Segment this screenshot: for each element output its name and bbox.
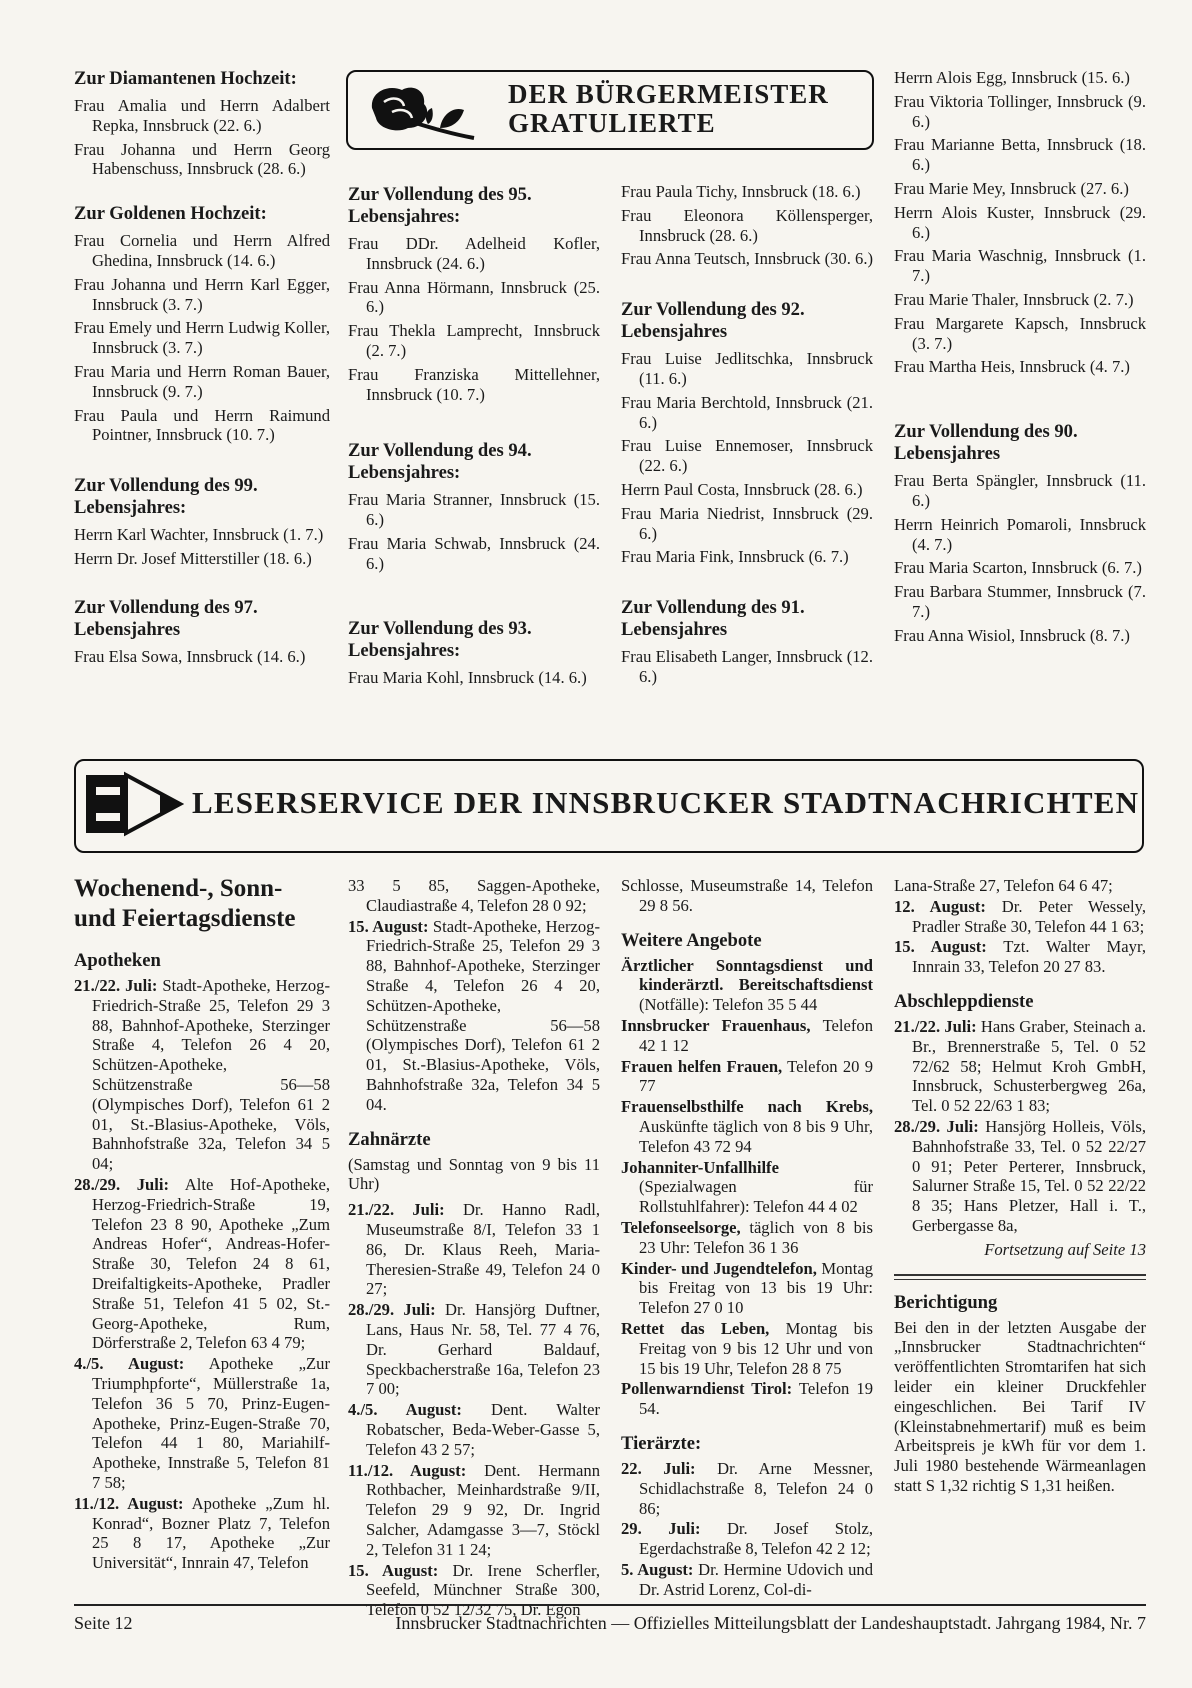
list-item: Rettet das Leben, Montag bis Freitag von 9 bis 12 Uhr und von 15 bis 19 Uhr, Telefon 28 8 75 [621,1318,873,1378]
list-item: 21./22. Juli: Stadt-Apotheke, Herzog-Friedrich-Straße 25, Telefon 29 3 88, Bahnhof-Apotheke, Sterzinger Straße 4, Telefon 26 4 20, Schützen-Apotheke, Schützenstraße 56—58 (Olympisches Dorf), Telefon 61 2 01, St.-Blasius-Apotheke, Völs, Bahnhofstraße 32a, Telefon 34 5 04; [74,976,331,1174]
congrat-entry: Frau Luise Ennemoser, Innsbruck (22. 6.) [621,436,873,476]
congrat-entry: Frau Anna Teutsch, Innsbruck (30. 6.) [621,249,874,269]
zahnaerzte-heading: Zahnärzte [348,1128,431,1150]
congrat-entry: Frau Maria Scarton, Innsbruck (6. 7.) [894,558,1142,578]
congrat-entry: Frau Maria Niedrist, Innsbruck (29. 6.) [621,503,873,543]
list-item: 21./22. Juli: Hans Graber, Steinach a. Br., Brennerstraße 5, Tel. 0 52 72/62 58; Helmut Kroh GmbH, Innsbruck, Schusterbergweg 26a, Tel. 0 52 22/63 1 83; [894,1016,1146,1116]
pencil-icon [84,771,184,837]
section-heading: Zur Goldenen Hochzeit: [74,203,267,225]
congrat-entry: Frau Johanna und Herrn Karl Egger, Innsbruck (3. 7.) [74,274,330,314]
page-number: Seite 12 [74,1613,133,1633]
list-item: 11./12. August: Apotheke „Zum hl. Konrad“, Bozner Platz 7, Telefon 25 8 17, Apotheke „Zur Universität“, Innrain 47, Telefon [74,1493,330,1573]
congrat-entry: Herrn Karl Wachter, Innsbruck (1. 7.) [74,525,324,545]
congrat-entry: Herrn Heinrich Pomaroli, Innsbruck (4. 7.) [894,514,1146,554]
list-item: 33 5 85, Saggen-Apotheke, Claudiastraße 4, Telefon 28 0 92; [348,876,600,915]
reader-service-banner [74,759,1144,853]
congrat-entry: Frau DDr. Adelheid Kofler, Innsbruck (24. 6.) [348,234,600,273]
section-heading: Zur Diamantenen Hochzeit: [74,68,297,89]
congrat-entry: Frau Marie Mey, Innsbruck (27. 6.) [894,178,1129,198]
list-item: Lana-Straße 27, Telefon 64 6 47; [894,876,1113,895]
congrat-entry: Frau Paula und Herrn Raimund Pointner, Innsbruck (10. 7.) [74,405,330,445]
apotheken-heading: Apotheken [74,950,161,971]
congrat-entry: Frau Luise Jedlitschka, Innsbruck (11. 6.) [621,349,873,388]
congrat-entry: Frau Maria und Herrn Roman Bauer, Innsbruck (9. 7.) [74,361,330,401]
congrat-entry: Herrn Alois Kuster, Innsbruck (29. 6.) [894,202,1146,242]
list-item: 11./12. August: Dent. Hermann Rothbacher, Meinhardstraße 9/II, Telefon 29 9 92, Dr. Ingrid Salcher, Adamgasse 3—7, Stöckl 2, Telefon 31 1 24; [348,1460,600,1559]
list-item: Telefonseelsorge, täglich von 8 bis 23 Uhr: Telefon 36 1 36 [621,1217,873,1257]
congrat-entry: Frau Maria Waschnig, Innsbruck (1. 7.) [894,246,1146,286]
congrat-entry: Frau Paula Tichy, Innsbruck (18. 6.) [621,182,861,201]
mayor-banner-title: DER BÜRGERMEISTER GRATULIERTE [508,79,829,138]
congrat-entry: Frau Maria Fink, Innsbruck (6. 7.) [621,547,849,567]
rose-icon [362,78,482,142]
list-item: 5. August: Dr. Hermine Udovich und Dr. Astrid Lorenz, Col-di- [621,1559,873,1599]
congrat-entry: Frau Elisabeth Langer, Innsbruck (12. 6.) [621,647,873,686]
list-item: Pollenwarndienst Tirol: Telefon 19 54. [621,1379,873,1419]
berichtigung-text: Bei den in der letzten Ausgabe der „Innsbrucker Stadtnachrichten“ veröffentlichten Stromtarifen hat sich leider ein kleiner Druckfehler eingeschlichen. Bei Tarif IV (Kleinstabnehmertarif) muß es beim Arbeitspreis je kWh für vor dem 1. Juli 1980 bestehende Wärmeanlagen statt S 1,32 richtig S 1,31 heißen. [894,1317,1146,1495]
congrat-entry: Frau Thekla Lamprecht, Innsbruck (2. 7.) [348,321,600,360]
berichtigung-heading: Berichtigung [894,1291,998,1313]
section-heading: Zur Vollendung des 94. Lebensjahres: [348,440,532,484]
section-heading: Zur Vollendung des 99. Lebensjahres: [74,475,258,519]
page-section-title: Wochenend-, Sonn- und Feiertagsdienste [74,875,296,932]
list-item: Johanniter-Unfallhilfe (Spezialwagen für Rollstuhlfahrer): Telefon 44 4 02 [621,1157,873,1217]
congrat-entry: Frau Barbara Stummer, Innsbruck (7. 7.) [894,582,1146,621]
list-item: 12. August: Dr. Peter Wessely, Pradler Straße 30, Telefon 44 1 63; [894,896,1146,936]
list-item: 29. Juli: Dr. Josef Stolz, Egerdachstraße 8, Telefon 42 2 12; [621,1519,873,1559]
list-item: Frauen helfen Frauen, Telefon 20 9 77 [621,1056,873,1096]
list-item: Innsbrucker Frauenhaus, Telefon 42 1 12 [621,1015,873,1055]
congrat-entry: Frau Emely und Herrn Ludwig Koller, Innsbruck (3. 7.) [74,318,330,358]
congrat-entry: Frau Maria Stranner, Innsbruck (15. 6.) [348,490,600,530]
reader-service-title: LESERSERVICE DER INNSBRUCKER STADTNACHRICHTEN [192,785,1140,820]
bottom-column-1 [74,874,330,1574]
list-item: Kinder- und Jugendtelefon, Montag bis Freitag von 13 bis 19 Uhr: Telefon 27 0 10 [621,1258,873,1318]
list-item: Ärztlicher Sonntagsdienst und kinderärztl. Bereitschaftsdienst (Notfälle): Telefon 35 5 44 [621,955,873,1015]
section-heading: Zur Vollendung des 93. Lebensjahres: [348,617,532,661]
bottom-column-3 [621,876,873,1601]
list-item: 22. Juli: Dr. Arne Messner, Schidlachstraße 8, Telefon 24 0 86; [621,1458,873,1518]
mayor-banner [346,70,874,150]
list-item: 4./5. August: Dent. Walter Robatscher, Beda-Weber-Gasse 5, Telefon 43 2 57; [348,1400,601,1459]
congrat-entry: Frau Cornelia und Herrn Alfred Ghedina, Innsbruck (14. 6.) [74,231,330,270]
list-item: Schlosse, Museumstraße 14, Telefon 29 8 56. [621,876,873,915]
abschleppdienste-heading: Abschleppdienste [894,990,1034,1012]
list-item: 28./29. Juli: Alte Hof-Apotheke, Herzog-Friedrich-Straße 19, Telefon 23 8 90, Apotheke „Zum Andreas Hofer“, Andreas-Hofer-Straße 30, Telefon 24 8 61, Dreifaltigkeits-Apotheke, Pradler Straße 51, Telefon 41 5 02, St.-Georg-Apotheke, Rum, Dörferstraße 2, Telefon 63 4 79; [74,1174,331,1353]
zahnaerzte-note: (Samstag und Sonntag von 9 bis 11 Uhr) [348,1154,600,1194]
congrat-entry: Frau Marie Thaler, Innsbruck (2. 7.) [894,289,1134,309]
list-item: 4./5. August: Apotheke „Zur Triumphpforte“, Müllerstraße 1a, Telefon 36 5 70, Prinz-Eugen-Apotheke, Prinz-Eugen-Straße 70, Telefon 44 1 80, Mariahilf-Apotheke, Innstraße 5, Telefon 81 7 58; [74,1354,330,1492]
top-column-4 [894,68,1146,650]
list-item: 15. August: Dr. Irene Scherfler, Seefeld, Münchner Straße 300, Telefon 0 52 12/32 75, Dr. Egon [348,1560,600,1620]
list-item: 15. August: Stadt-Apotheke, Herzog-Friedrich-Straße 25, Telefon 29 3 88, Bahnhof-Apotheke, Sterzinger Straße 4, Telefon 26 4 20, Schützen-Apotheke, Schützenstraße 56—58 (Olympisches Dorf), Telefon 61 2 01, St.-Blasius-Apotheke, Völs, Bahnhofstraße 32a, Telefon 34 5 04. [348,916,600,1114]
congrat-entry: Frau Maria Kohl, Innsbruck (14. 6.) [348,667,587,687]
congrat-entry: Frau Franziska Mittellehner, Innsbruck (10. 7.) [348,364,600,404]
list-item: 21./22. Juli: Dr. Hanno Radl, Museumstraße 8/I, Telefon 33 1 86, Dr. Klaus Reeh, Maria-Theresien-Straße 49, Telefon 24 0 27; [348,1200,600,1299]
congrat-entry: Frau Maria Berchtold, Innsbruck (21. 6.) [621,392,873,432]
section-heading: Zur Vollendung des 91. Lebensjahres [621,597,805,641]
congrat-entry: Frau Anna Wisiol, Innsbruck (8. 7.) [894,625,1130,645]
congrat-entry: Frau Martha Heis, Innsbruck (4. 7.) [894,357,1130,377]
section-heading: Zur Vollendung des 97. Lebensjahres [74,596,258,640]
continued-note: Fortsetzung auf Seite 13 [984,1239,1146,1259]
congrat-entry: Frau Maria Schwab, Innsbruck (24. 6.) [348,533,600,573]
congrat-entry: Herrn Alois Egg, Innsbruck (15. 6.) [894,68,1130,87]
list-item: 15. August: Tzt. Walter Mayr, Innrain 33, Telefon 20 27 83. [894,937,1146,977]
bottom-column-2 [348,876,600,1621]
bottom-column-4 [894,876,1146,1496]
congrat-entry: Herrn Dr. Josef Mitterstiller (18. 6.) [74,548,312,568]
section-heading: Zur Vollendung des 92. Lebensjahres [621,299,805,343]
congrat-entry: Frau Johanna und Herrn Georg Habenschuss, Innsbruck (28. 6.) [74,139,330,179]
weitere-angebote-heading: Weitere Angebote [621,929,762,951]
congrat-entry: Frau Anna Hörmann, Innsbruck (25. 6.) [348,277,600,317]
tieraerzte-heading: Tierärzte: [621,1432,702,1454]
congrat-entry: Frau Amalia und Herrn Adalbert Repka, Innsbruck (22. 6.) [74,96,330,135]
congrat-entry: Frau Viktoria Tollinger, Innsbruck (9. 6.) [894,91,1146,131]
top-column-1 [74,68,330,671]
masthead: Innsbrucker Stadtnachrichten — Offizielles Mitteilungsblatt der Landeshauptstadt. Jahrgang 1984, Nr. 7 [395,1613,1146,1633]
congrat-entry: Frau Marianne Betta, Innsbruck (18. 6.) [894,135,1146,175]
list-item: 28./29. Juli: Dr. Hansjörg Duftner, Lans, Haus Nr. 58, Tel. 77 4 76, Dr. Gerhard Baldauf, Speckbacherstraße 16a, Telefon 23 7 00; [348,1300,600,1399]
top-column-2 [348,184,600,691]
section-heading: Zur Vollendung des 90. Lebensjahres [894,421,1078,465]
page-footer [74,1604,1146,1633]
list-item: Frauenselbsthilfe nach Krebs, Auskünfte täglich von 8 bis 9 Uhr, Telefon 43 72 94 [621,1097,873,1156]
congrat-entry: Frau Margarete Kapsch, Innsbruck (3. 7.) [894,313,1146,353]
section-heading: Zur Vollendung des 95. Lebensjahres: [348,184,532,227]
divider [894,1274,1146,1280]
congrat-entry: Herrn Paul Costa, Innsbruck (28. 6.) [621,479,863,499]
congrat-entry: Frau Berta Spängler, Innsbruck (11. 6.) [894,471,1146,510]
top-column-3 [621,182,873,691]
list-item: 28./29. Juli: Hansjörg Holleis, Völs, Bahnhofstraße 33, Tel. 0 52 22/27 0 91; Peter Perterer, Innsbruck, Salurner Straße 15, Tel. 0 52 22/22 8 35; Hans Pletzer, Hall i. T., Gerbergasse 8a, [894,1116,1146,1235]
congrat-entry: Frau Elsa Sowa, Innsbruck (14. 6.) [74,646,306,666]
congrat-entry: Frau Eleonora Köllensperger, Innsbruck (28. 6.) [621,205,873,245]
